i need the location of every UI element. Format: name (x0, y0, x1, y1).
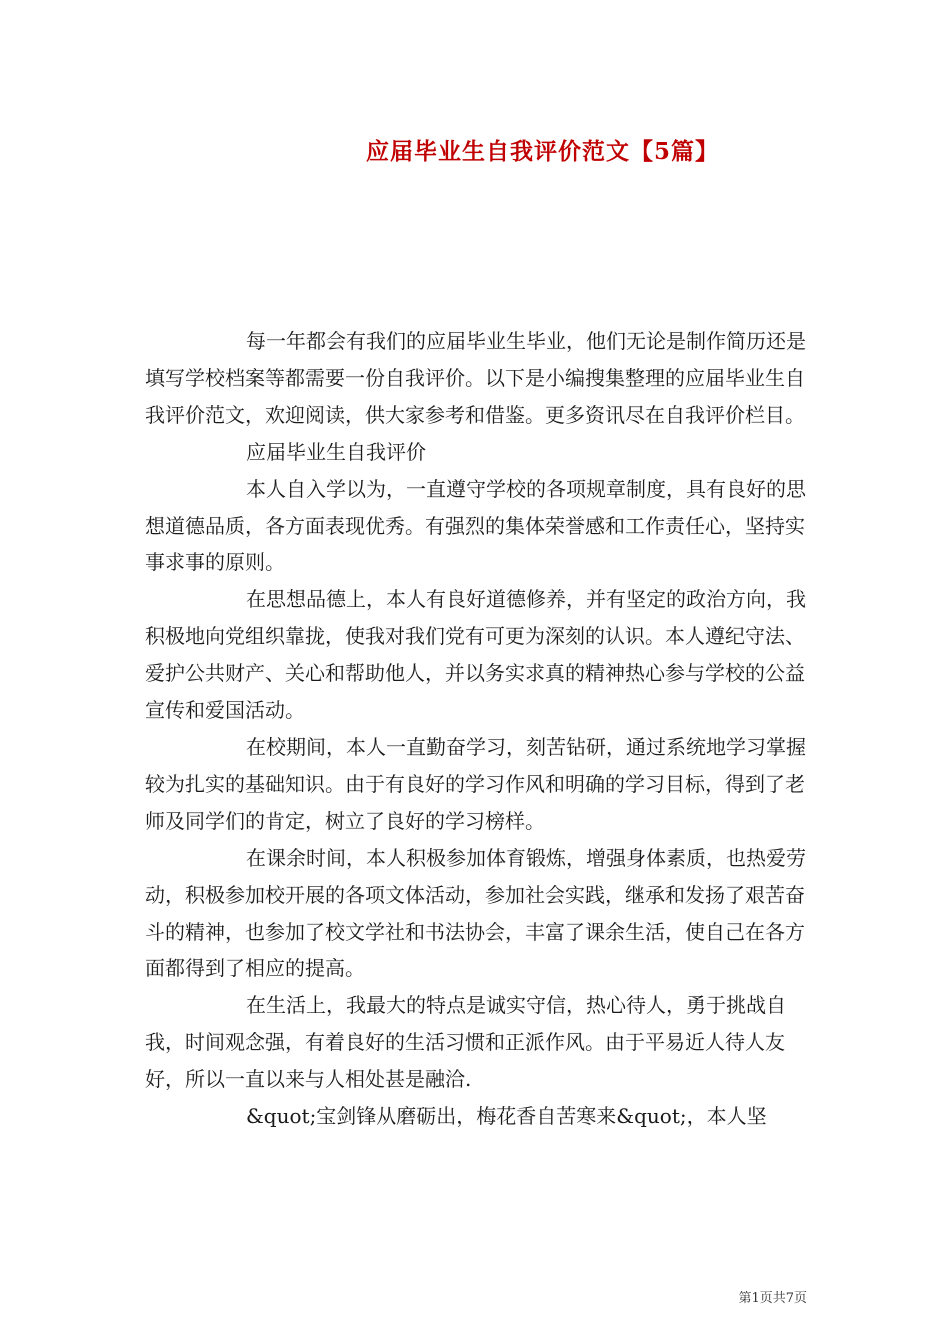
body-paragraph: 在课余时间，本人积极参加体育锻炼，增强身体素质，也热爱劳动，积极参加校开展的各项文体活动，参加社会实践，继承和发扬了艰苦奋斗的精神，也参加了校文学社和书法协会，丰富了课余生活，使自己在各方面都得到了相应的提高。 (145, 845, 806, 981)
page-number-footer: 第1页共7页 (738, 1291, 807, 1306)
document-title: 应届毕业生自我评价范文【5篇】 (365, 138, 719, 165)
body-paragraph: 在思想品德上，本人有良好道德修养，并有坚定的政治方向，我积极地向党组织靠拢，使我对我们党有可更为深刻的认识。本人遵纪守法、爱护公共财产、关心和帮助他人，并以务实求真的精神热心参与学校的公益宣传和爱国活动。 (145, 587, 806, 723)
body-paragraph: 在校期间，本人一直勤奋学习，刻苦钻研，通过系统地学习掌握较为扎实的基础知识。由于有良好的学习作风和明确的学习目标，得到了老师及同学们的肯定，树立了良好的学习榜样。 (145, 734, 806, 833)
document-body (145, 323, 807, 1135)
body-paragraph: 在生活上，我最大的特点是诚实守信，热心待人，勇于挑战自我，时间观念强，有着良好的生活习惯和正派作风。由于平易近人待人友好，所以一直以来与人相处甚是融洽. (145, 993, 786, 1092)
body-paragraph: 本人自入学以为，一直遵守学校的各项规章制度，具有良好的思想道德品质，各方面表现优秀。有强烈的集体荣誉感和工作责任心，坚持实事求事的原则。 (145, 476, 806, 575)
body-paragraph: &quot;宝剑锋从磨砺出，梅花香自苦寒来&quot;，本人坚 (246, 1104, 767, 1129)
section-subheading: 应届毕业生自我评价 (246, 439, 426, 464)
intro-paragraph: 每一年都会有我们的应届毕业生毕业，他们无论是制作简历还是填写学校档案等都需要一份自我评价。以下是小编搜集整理的应届毕业生自我评价范文，欢迎阅读，供大家参考和借鉴。更多资讯尽在自我评价栏目。 (145, 329, 806, 427)
